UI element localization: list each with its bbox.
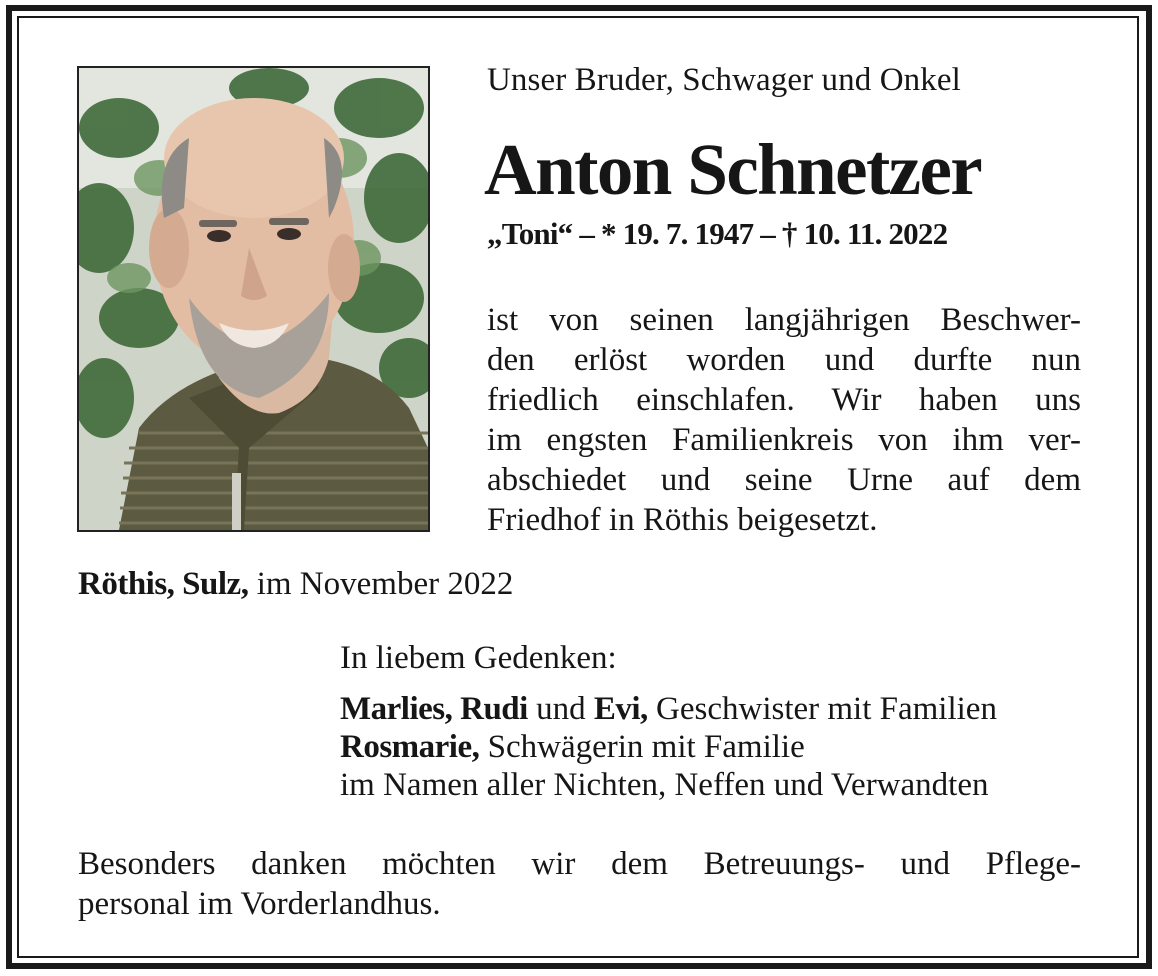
memorial-heading: In liebem Gedenken: [340, 640, 617, 676]
signature-line-siblings [340, 690, 997, 728]
signature-line-sister-in-law [340, 728, 997, 766]
obituary-text [487, 300, 1081, 540]
deceased-name: Anton Schnetzer [484, 129, 982, 210]
text-line: im engsten Familienkreis von ihm ver- [487, 422, 1081, 458]
place-date: im November 2022 [248, 566, 514, 602]
life-dates: „Toni“ – * 19. 7. 1947 – † 10. 11. 2022 [487, 216, 948, 251]
intro-line: Unser Bruder, Schwager und Onkel [487, 62, 961, 98]
text-line: ist von seinen langjährigen Beschwer- [487, 302, 1081, 338]
sibling-names: Marlies, Rudi [340, 691, 528, 727]
portrait-photo [77, 66, 430, 532]
text-line: Friedhof in Röthis beigesetzt. [487, 502, 878, 538]
place-date-line [78, 566, 513, 603]
text-line: personal im Vorderlandhus. [78, 886, 441, 922]
connector-text: und [527, 691, 594, 727]
text-line: den erlöst worden und durfte nun [487, 342, 1081, 378]
text-line: Besonders danken möchten wir dem Betreuungs- und Pflege- [78, 846, 1081, 882]
relation-text: Schwägerin mit Familie [479, 729, 805, 765]
thanks-text [78, 844, 1081, 924]
place-names: Röthis, Sulz, [78, 566, 249, 602]
portrait-image [79, 68, 428, 530]
sister-in-law-name: Rosmarie, [340, 729, 480, 765]
text-line: abschiedet und seine Urne auf dem [487, 462, 1081, 498]
text-line: friedlich einschlafen. Wir haben uns [487, 382, 1081, 418]
relation-text: Geschwister mit Familien [647, 691, 997, 727]
signature-line-relatives: im Namen aller Nichten, Neffen und Verwandten [340, 767, 989, 803]
sibling-name: Evi, [593, 691, 648, 727]
signatures [340, 690, 997, 804]
